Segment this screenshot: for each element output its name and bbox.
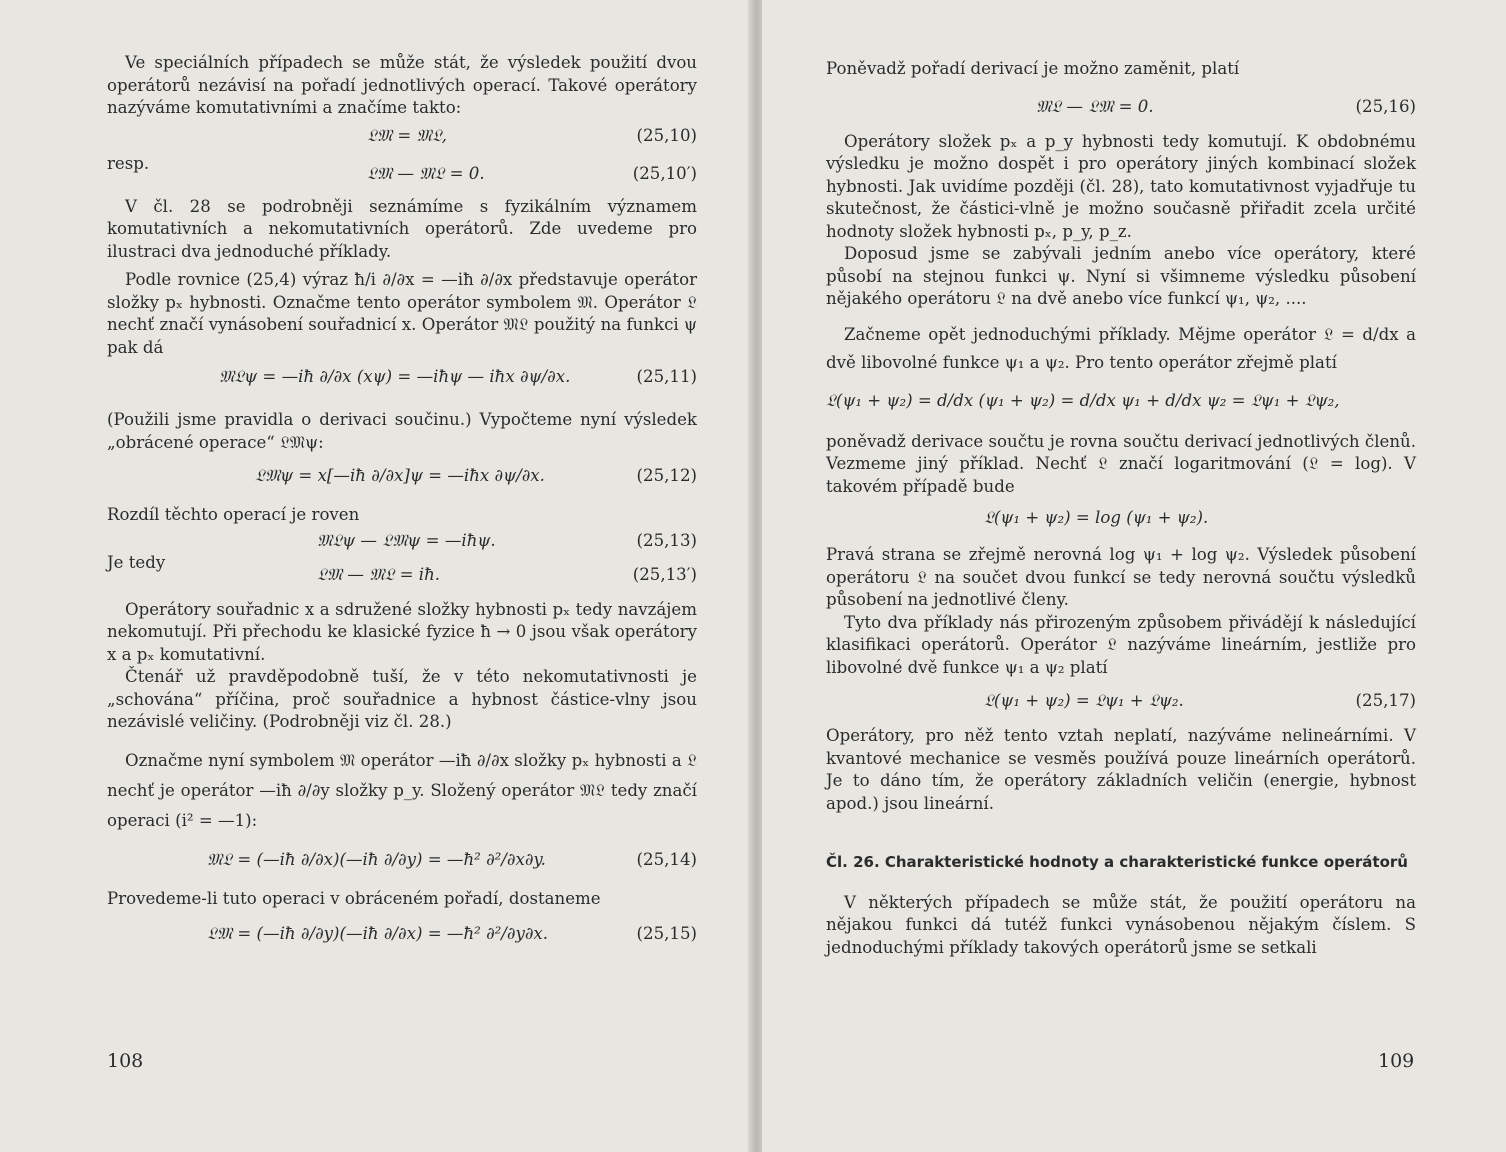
equation-25-15: 𝔏𝔐 = (—iħ ∂/∂y)(—iħ ∂/∂x) = —ħ² ∂²/∂y∂x. (25,15) (207, 924, 697, 943)
equation-25-14: 𝔐𝔏 = (—iħ ∂/∂x)(—iħ ∂/∂y) = —ħ² ∂²/∂x∂y. (25,14) (207, 849, 697, 869)
equation-25-12: 𝔏𝔐ψ = x[—iħ ∂/∂x]ψ = —iħx ∂ψ/∂x. (25,12) (255, 466, 697, 485)
paragraph: Doposud jsme se zabývali jedním anebo více operátory, které působí na stejnou funkci ψ. Nyní si všimneme výsledku působení nějakého operátoru 𝔏 na dvě anebo více funkcí ψ₁, ψ₂, .... (826, 244, 1416, 308)
equation-linear-derivative: 𝔏(ψ₁ + ψ₂) = d/dx (ψ₁ + ψ₂) = d/dx ψ₁ + d/dx ψ₂ = 𝔏ψ₁ + 𝔏ψ₂, (826, 390, 1340, 410)
equation-25-16: 𝔐𝔏 — 𝔏𝔐 = 0. (25,16) (1036, 96, 1416, 116)
equation-log: 𝔏(ψ₁ + ψ₂) = log (ψ₁ + ψ₂). (984, 508, 1209, 527)
paragraph: V některých případech se může stát, že použití operátoru na nějakou funkci dá tutéž funkci vynásobenou nějakým číslem. S jednoduchými příklady takových operátorů jsme se setkali (826, 892, 1416, 957)
left-page-text (107, 52, 697, 952)
equation-25-13-prime: Je tedy 𝔏𝔐 — 𝔐𝔏 = iħ. (25,13′) (107, 552, 697, 584)
paragraph: Čtenář už pravděpodobně tuší, že v této nekomutativnosti je „schována“ příčina, proč souřadnice a hybnost částice-vlny jsou nezávislé veličiny. (Podrobněji viz čl. 28.) (107, 667, 697, 731)
equation-25-13: 𝔐𝔏ψ — 𝔏𝔐ψ = —iħψ. (25,13) (317, 530, 697, 550)
paragraph: Poněvadž pořadí derivací je možno zaměnit, platí (826, 59, 1240, 78)
paragraph: Operátory, pro něž tento vztah neplatí, nazýváme nelineárními. V kvantové mechanice se vesměs používá pouze lineárních operátorů. Je to dáno tím, že operátory základních veličin (energie, hybnost apod.) jsou lineární. (826, 726, 1416, 813)
equation-25-10-prime: resp. 𝔏𝔐 — 𝔐𝔏 = 0. (25,10′) (107, 153, 697, 183)
page-number: 109 (1378, 1050, 1415, 1072)
section-heading: Čl. 26. Charakteristické hodnoty a charakteristické funkce operátorů (826, 853, 1408, 871)
paragraph: Tyto dva příklady nás přirozeným způsobem přivádějí k následující klasifikaci operátorů. Operátor 𝔏 nazýváme lineárním, jestliže pro libovolné dvě funkce ψ₁ a ψ₂ platí (826, 612, 1416, 677)
paragraph: Začneme opět jednoduchými příklady. Mějme operátor 𝔏 = d/dx a dvě libovolné funkce ψ₁ a ψ₂. Pro tento operátor zřejmě platí (826, 324, 1416, 372)
paragraph: (Použili jsme pravidla o derivaci součinu.) Vypočteme nyní výsledek „obrácené operace“ 𝔏𝔐ψ: (107, 410, 697, 452)
paragraph: Provedeme-li tuto operaci v obráceném pořadí, dostaneme (107, 888, 601, 908)
paragraph: V čl. 28 se podrobněji seznámíme s fyzikálním významem komutativních a nekomutativních operátorů. Zde uvedeme pro ilustraci dva jednoduché příklady. (107, 196, 697, 261)
paragraph: Pravá strana se zřejmě nerovná log ψ₁ + log ψ₂. Výsledek působení operátoru 𝔏 na součet dvou funkcí se tedy nerovná součtu výsledků působení na jednotlivé členy. (826, 545, 1416, 609)
paragraph: Operátory složek pₓ a p_y hybnosti tedy komutují. K obdobnému výsledku je možno dospět i pro operátory jiných kombinací složek hybnosti. Jak uvidíme později (čl. 28), tato komutativnost vyjadřuje tu skutečnost, že částici-vlně je možno současně přiřadit zcela určité hodnoty složek hybnosti pₓ, p_y, p_z. (826, 131, 1416, 241)
right-page-text (826, 58, 1416, 959)
paragraph: poněvadž derivace součtu je rovna součtu derivací jednotlivých členů. Vezmeme jiný příklad. Nechť 𝔏 značí logaritmování (𝔏 = log). V takovém případě bude (826, 431, 1416, 496)
paragraph: Ve speciálních případech se může stát, že výsledek použití dvou operátorů nezávisí na pořadí jednotlivých operací. Takové operátory nazýváme komutativními a značíme takto: (107, 53, 697, 117)
paragraph: Operátory souřadnic x a sdružené složky hybnosti pₓ tedy navzájem nekomutují. Při přechodu ke klasické fyzice ħ → 0 jsou však operátory x a pₓ komutativní. (107, 599, 697, 664)
equation-25-11: 𝔐𝔏ψ = —iħ ∂/∂x (xψ) = —iħψ — iħx ∂ψ/∂x. (25,11) (219, 367, 697, 386)
paragraph: Označme nyní symbolem 𝔐 operátor —iħ ∂/∂x složky pₓ hybnosti a 𝔏 nechť je operátor —iħ ∂/∂y složky p_y. Složený operátor 𝔐𝔏 tedy značí operaci (i² = —1): (107, 750, 697, 830)
equation-25-17: 𝔏(ψ₁ + ψ₂) = 𝔏ψ₁ + 𝔏ψ₂. (25,17) (984, 691, 1416, 710)
page-number: 108 (107, 1050, 144, 1072)
paragraph: Podle rovnice (25,4) výraz ħ/i ∂/∂x = —iħ ∂/∂x představuje operátor složky pₓ hybnosti. Označme tento operátor symbolem 𝔐. Operátor 𝔏 nechť značí vynásobení souřadnicí x. Operátor 𝔐𝔏 použitý na funkci ψ pak dá (107, 270, 697, 357)
equation-25-10: 𝔏𝔐 = 𝔐𝔏, (25,10) (367, 125, 697, 145)
paragraph: Rozdíl těchto operací je roven (107, 505, 360, 524)
left-page (0, 0, 752, 1152)
